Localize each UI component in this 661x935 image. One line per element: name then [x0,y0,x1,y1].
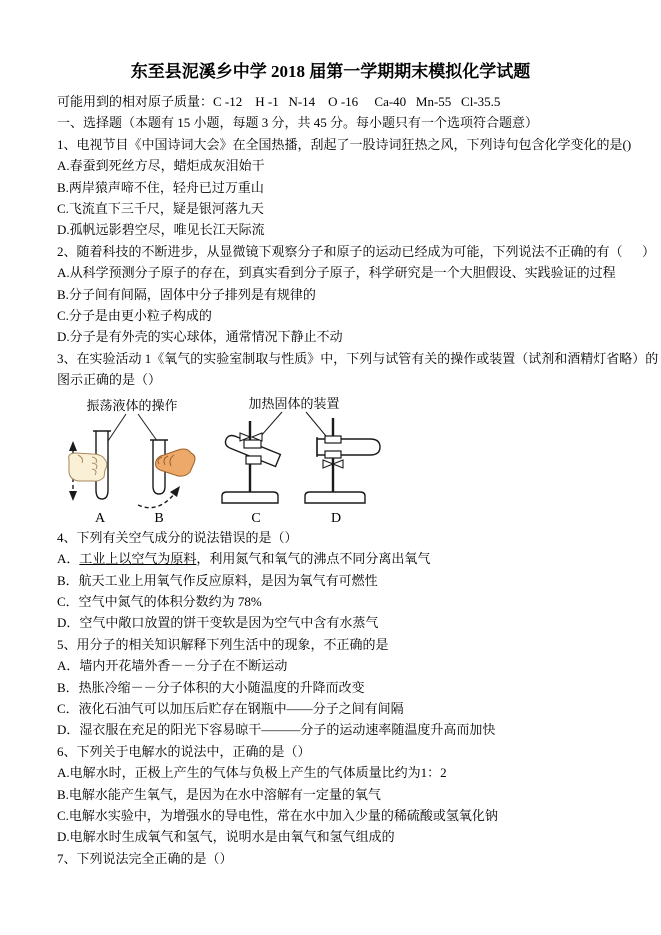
figure-label-b: B [154,510,164,525]
question-2-option-a: A.从科学预测分子原子的存在，到真实看到分子原子，科学研究是一个大胆假设、实践验证的过程 [57,265,616,281]
question-3-stem-line2: 图示正确的是（） [57,372,162,388]
question-5-option-a: A．墙内开花墙外香－－分子在不断运动 [57,658,288,674]
question-5-stem: 5、用分子的相关知识解释下列生活中的现象，不正确的是 [57,636,389,652]
question-2-stem: 2、随着科技的不断进步，从显微镜下观察分子和原子的运动已经成为可能，下列说法不正确的有（ ） [57,243,656,259]
panel-b-shake-swing [138,440,195,508]
question-4-option-d: D．空气中敞口放置的饼干变软是因为空气中含有水蒸气 [57,615,379,631]
question-4-stem: 4、下列有关空气成分的说法错误的是（） [57,529,298,545]
question-5-option-b: B．热胀冷缩－－分子体积的大小随温度的升降而改变 [57,679,365,695]
figure-label-a: A [94,510,106,525]
question-7-stem: 7、下列说法完全正确的是（） [57,850,233,866]
question-4-option-a-prefix: A． [57,551,80,567]
left-hand-shape [69,453,107,481]
figure-left-caption: 振荡液体的操作 [86,397,178,413]
figure-label-d: D [330,510,342,525]
figure-label-c: C [251,510,261,525]
question-1-option-d: D.孤帆远影碧空尽，唯见长江天际流 [57,222,265,238]
question-3-figure [40,393,632,525]
question-1-option-a: A.春蚕到死丝方尽，蜡炬成灰泪始干 [57,158,265,174]
question-6-option-c: C.电解水实验中，为增强水的导电性，常在水中加入少量的稀硫酸或氢氧化钠 [57,807,498,823]
section-header: 一、选择题（本题有 15 小题，每题 3 分，共 45 分。每小题只有一个选项符合题意） [57,115,539,131]
question-5-option-c: C．液化石油气可以加压后贮存在钢瓶中——分子之间有间隔 [57,700,404,716]
panel-d-stand-horizontal-tube [305,418,380,503]
question-4-option-c: C．空气中氮气的体积分数约为 78% [57,593,262,609]
question-6-option-a: A.电解水时，正极上产生的气体与负极上产生的气体质量比约为1：2 [57,765,447,781]
document-body [57,91,659,869]
question-2-option-c: C.分子是由更小粒子构成的 [57,308,212,324]
question-1-stem: 1、电视节目《中国诗词大会》在全国热播，刮起了一股诗词狂热之风，下列诗句包含化学变化的是() [57,136,632,152]
question-2-option-b: B.分子间有间隔，固体中分子排列是有规律的 [57,286,316,302]
question-4-option-b: B．航天工业上用氧气作反应原料，是因为氧气有可燃性 [57,572,378,588]
atomic-mass-line: 可能用到的相对原子质量：C -12 H -1 N-14 O -16 Ca-40 Mn-55 Cl-35.5 [57,94,501,109]
question-4-option-a [57,548,632,569]
panel-a-shake-vertical [69,431,111,501]
question-6-option-d: D.电解水时生成氧气和氢气，说明水是由氧气和氢气组成的 [57,829,395,845]
question-5-option-d: D．湿衣服在充足的阳光下容易晾干———分子的运动速率随温度升高而加快 [57,722,496,738]
panel-c-stand-tilted-tube [222,421,280,503]
question-6-option-b: B.电解水能产生氧气，是因为在水中溶解有一定量的氧气 [57,786,381,802]
question-4-option-a-underlined: 工业上以空气为原料 [79,551,197,567]
question-6-stem: 6、下列关于电解水的说法中，正确的是（） [57,743,311,759]
question-1-option-b: B.两岸猿声啼不住，轻舟已过万重山 [57,179,264,195]
question-3-stem-line1: 3、在实验活动 1《氧气的实验室制取与性质》中，下列与试管有关的操作或装置（试剂和酒精灯省略）的 [57,350,659,366]
apparatus-figure-drawing [40,393,440,525]
question-2-option-d: D.分子是有外壳的实心球体，通常情况下静止不动 [57,329,343,345]
question-4-option-a-rest: ，利用氮气和氧气的沸点不同分离出氧气 [196,551,431,567]
page-title: 东至县泥溪乡中学 2018 届第一学期期末模拟化学试题 [130,62,531,81]
question-1-option-c: C.飞流直下三千尺，疑是银河落九天 [57,201,264,217]
figure-right-caption: 加热固体的装置 [248,395,340,411]
